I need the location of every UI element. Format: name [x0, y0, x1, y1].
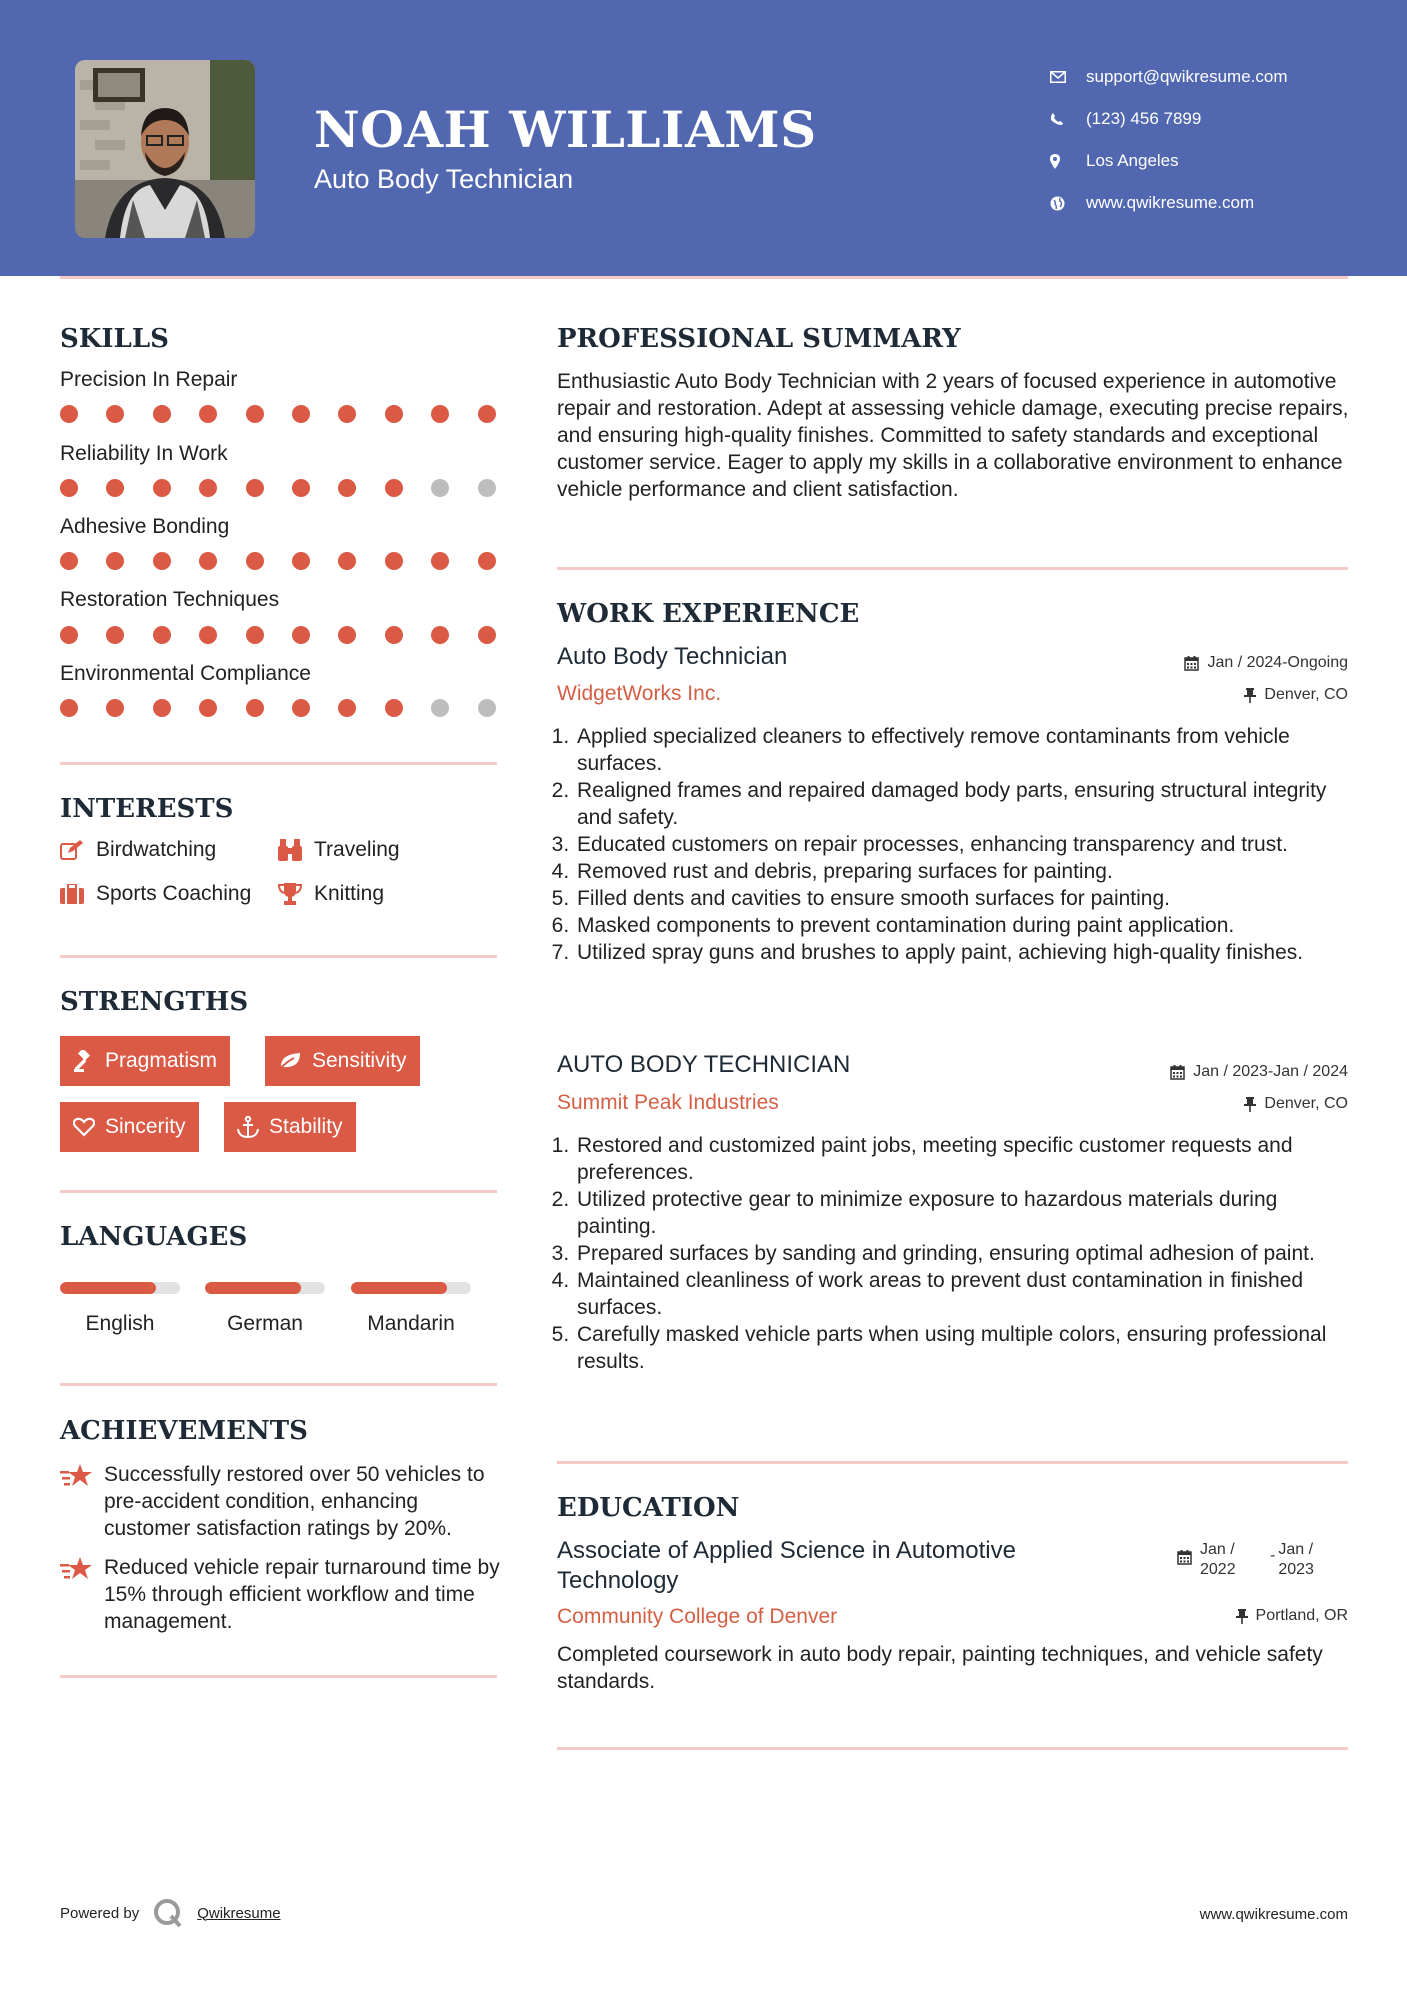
list-item: 3. Educated customers on repair processes, enhancing transparency and trust. — [575, 831, 1357, 858]
powered-by-label: Powered by — [60, 1904, 140, 1922]
rating-dot-filled — [292, 479, 310, 497]
skill-rating — [60, 479, 500, 499]
phone-icon — [1050, 112, 1086, 126]
rating-dot-filled — [246, 479, 264, 497]
pin-icon — [1236, 1609, 1248, 1624]
rating-dot-filled — [153, 699, 171, 717]
candidate-name: NOAH WILLIAMS — [314, 100, 817, 159]
leaf-icon — [278, 1052, 302, 1070]
job-responsibilities — [557, 1132, 1357, 1375]
candidate-title: Auto Body Technician — [314, 164, 574, 194]
section-divider — [557, 1747, 1348, 1750]
rating-dot-filled — [478, 626, 496, 644]
job-responsibilities — [557, 723, 1357, 966]
section-divider — [60, 1675, 497, 1678]
skill-rating — [60, 699, 500, 719]
star-icon — [60, 1556, 94, 1587]
rating-dot-filled — [338, 699, 356, 717]
footer-powered-by — [60, 1898, 281, 1928]
summary-heading: PROFESSIONAL SUMMARY — [557, 324, 961, 354]
heart-icon — [73, 1117, 95, 1137]
contact-phone-text: (123) 456 7899 — [1086, 109, 1202, 128]
section-divider — [60, 1190, 497, 1193]
section-divider — [60, 955, 497, 958]
skill-rating — [60, 405, 500, 425]
section-divider — [60, 762, 497, 765]
rating-dot-filled — [199, 626, 217, 644]
list-item: 1. Applied specialized cleaners to effectively remove contaminants from vehicle surfaces. — [575, 723, 1357, 777]
rating-dot-filled — [338, 626, 356, 644]
contact-location-text: Los Angeles — [1086, 151, 1179, 170]
rating-dot-filled — [106, 479, 124, 497]
contact-website[interactable] — [1050, 182, 1288, 224]
contact-email-text: support@qwikresume.com — [1086, 67, 1288, 86]
skill-rating — [60, 552, 500, 572]
languages-heading: LANGUAGES — [60, 1222, 248, 1252]
language-level-fill — [205, 1282, 301, 1294]
section-divider — [557, 567, 1348, 570]
skill-rating — [60, 626, 500, 646]
rating-dot-filled — [478, 405, 496, 423]
envelope-icon — [1050, 71, 1086, 83]
contact-email[interactable] — [1050, 56, 1288, 98]
contact-location — [1050, 140, 1288, 182]
rating-dot-filled — [153, 552, 171, 570]
gavel-icon — [73, 1050, 95, 1072]
degree-title: Associate of Applied Science in Automotive Technology — [557, 1537, 1016, 1594]
skill-name: Precision In Repair — [60, 368, 238, 391]
interest-item: Birdwatching — [60, 838, 216, 862]
language-level-bar — [60, 1282, 180, 1294]
rating-dot-filled — [431, 626, 449, 644]
education-dates — [1177, 1540, 1328, 1580]
rating-dot-filled — [338, 479, 356, 497]
skills-heading: SKILLS — [60, 324, 169, 354]
rating-dot-filled — [431, 405, 449, 423]
education-description: Completed coursework in auto body repair, painting techniques, and vehicle safety standards. — [557, 1643, 1323, 1693]
rating-dot-filled — [246, 626, 264, 644]
rating-dot-filled — [199, 479, 217, 497]
calendar-icon — [1170, 1065, 1185, 1080]
rating-dot-filled — [246, 699, 264, 717]
skill-name: Restoration Techniques — [60, 588, 280, 611]
footer-url[interactable]: www.qwikresume.com — [1199, 1906, 1348, 1923]
rating-dot-filled — [385, 626, 403, 644]
section-divider — [60, 1383, 497, 1386]
rating-dot-filled — [60, 552, 78, 570]
rating-dot-filled — [199, 405, 217, 423]
list-item: 1. Restored and customized paint jobs, meeting specific customer requests and preferences. — [575, 1132, 1357, 1186]
school-name: Community College of Denver — [557, 1605, 838, 1628]
education-end: Jan / 2023 — [1278, 1541, 1314, 1578]
strengths-heading: STRENGTHS — [60, 987, 249, 1017]
interest-item: Sports Coaching — [60, 882, 251, 906]
list-item: 7. Utilized spray guns and brushes to apply paint, achieving high-quality finishes. — [575, 939, 1357, 966]
rating-dot-filled — [292, 626, 310, 644]
rating-dot-empty — [431, 699, 449, 717]
contact-phone[interactable] — [1050, 98, 1288, 140]
rating-dot-filled — [199, 699, 217, 717]
job-location: Denver, CO — [1244, 686, 1348, 704]
rating-dot-filled — [385, 405, 403, 423]
education-start: Jan / 2022 — [1200, 1541, 1236, 1578]
strength-badge: Pragmatism — [60, 1036, 230, 1086]
calendar-icon — [1177, 1550, 1192, 1565]
rating-dot-filled — [199, 552, 217, 570]
language-level-bar — [205, 1282, 325, 1294]
rating-dot-filled — [60, 699, 78, 717]
job-title: Auto Body Technician — [557, 643, 788, 670]
date-separator: - — [1270, 1547, 1276, 1564]
list-item: 4. Maintained cleanliness of work areas to prevent dust contamination in finished surfaces. — [575, 1267, 1357, 1321]
rating-dot-filled — [153, 626, 171, 644]
rating-dot-filled — [385, 479, 403, 497]
achievements-heading: ACHIEVEMENTS — [60, 1416, 308, 1446]
rating-dot-filled — [338, 405, 356, 423]
rating-dot-filled — [60, 479, 78, 497]
rating-dot-empty — [478, 479, 496, 497]
job-date: Jan / 2024-Ongoing — [1184, 654, 1348, 672]
trophy-icon — [278, 883, 314, 905]
rating-dot-filled — [60, 405, 78, 423]
company-name: WidgetWorks Inc. — [557, 682, 722, 705]
education-heading: EDUCATION — [557, 1493, 740, 1523]
list-item: 5. Filled dents and cavities to ensure smooth surfaces for painting. — [575, 885, 1357, 912]
anchor-icon — [237, 1116, 259, 1138]
language-level-bar — [351, 1282, 471, 1294]
rating-dot-filled — [153, 479, 171, 497]
section-divider — [557, 1461, 1348, 1464]
rating-dot-filled — [385, 699, 403, 717]
resume-header — [0, 0, 1407, 276]
skill-name: Reliability In Work — [60, 442, 228, 465]
rating-dot-empty — [478, 699, 496, 717]
briefcase-icon — [60, 884, 96, 904]
language-label: Mandarin — [367, 1312, 455, 1335]
list-item: 6. Masked components to prevent contamination during paint application. — [575, 912, 1357, 939]
language-label: English — [85, 1312, 155, 1335]
list-item: 2. Realigned frames and repaired damaged body parts, ensuring structural integrity and safety. — [575, 777, 1357, 831]
globe-icon — [1050, 196, 1086, 211]
language-label: German — [227, 1312, 303, 1335]
job-date: Jan / 2023-Jan / 2024 — [1170, 1063, 1348, 1081]
rating-dot-filled — [385, 552, 403, 570]
rating-dot-filled — [246, 552, 264, 570]
rating-dot-filled — [478, 552, 496, 570]
list-item: 4. Removed rust and debris, preparing surfaces for painting. — [575, 858, 1357, 885]
experience-heading: WORK EXPERIENCE — [557, 599, 860, 629]
company-name: Summit Peak Industries — [557, 1091, 779, 1114]
rating-dot-filled — [60, 626, 78, 644]
summary-text: Enthusiastic Auto Body Technician with 2 years of focused experience in automotive repair and restoration. Adept at assessing vehicle damage, executing precise repairs, and ensuring high-quality finishes. Committed to safety standards and exceptional customer service. Eager to apply my skills in a collaborative environment to enhance vehicle performance and client satisfaction. — [557, 370, 1349, 501]
rating-dot-filled — [292, 552, 310, 570]
rating-dot-empty — [431, 479, 449, 497]
interests-heading: INTERESTS — [60, 794, 234, 824]
skill-name: Environmental Compliance — [60, 662, 311, 685]
rating-dot-filled — [106, 552, 124, 570]
binoculars-icon — [278, 839, 314, 861]
contact-website-text: www.qwikresume.com — [1086, 193, 1255, 212]
rating-dot-filled — [431, 552, 449, 570]
job-location: Denver, CO — [1244, 1095, 1348, 1113]
strength-badge: Sensitivity — [265, 1036, 420, 1086]
skill-name: Adhesive Bonding — [60, 515, 230, 538]
pin-icon — [1244, 1097, 1256, 1112]
education-location: Portland, OR — [1236, 1607, 1348, 1625]
rating-dot-filled — [153, 405, 171, 423]
strength-badge: Sincerity — [60, 1102, 199, 1152]
pin-icon — [1244, 688, 1256, 703]
strength-badge: Stability — [224, 1102, 356, 1152]
rating-dot-filled — [106, 626, 124, 644]
language-level-fill — [351, 1282, 447, 1294]
qwikresume-logo-icon — [153, 1898, 183, 1928]
rating-dot-filled — [106, 405, 124, 423]
rating-dot-filled — [292, 699, 310, 717]
edit-icon — [60, 840, 96, 860]
list-item: 2. Utilized protective gear to minimize exposure to hazardous materials during painting. — [575, 1186, 1357, 1240]
interest-item: Knitting — [278, 882, 384, 906]
list-item: 3. Prepared surfaces by sanding and grinding, ensuring optimal adhesion of paint. — [575, 1240, 1357, 1267]
star-icon — [60, 1463, 94, 1494]
profile-photo — [75, 60, 255, 238]
interest-item: Traveling — [278, 838, 400, 862]
qwikresume-link[interactable]: Qwikresume — [197, 1904, 281, 1922]
language-level-fill — [60, 1282, 156, 1294]
job-title: AUTO BODY TECHNICIAN — [557, 1051, 851, 1078]
rating-dot-filled — [106, 699, 124, 717]
rating-dot-filled — [292, 405, 310, 423]
calendar-icon — [1184, 656, 1199, 671]
header-divider — [60, 276, 1348, 279]
rating-dot-filled — [338, 552, 356, 570]
contact-list — [1050, 56, 1288, 224]
list-item: 5. Carefully masked vehicle parts when using multiple colors, ensuring professional results. — [575, 1321, 1357, 1375]
map-marker-icon — [1050, 154, 1086, 169]
rating-dot-filled — [246, 405, 264, 423]
